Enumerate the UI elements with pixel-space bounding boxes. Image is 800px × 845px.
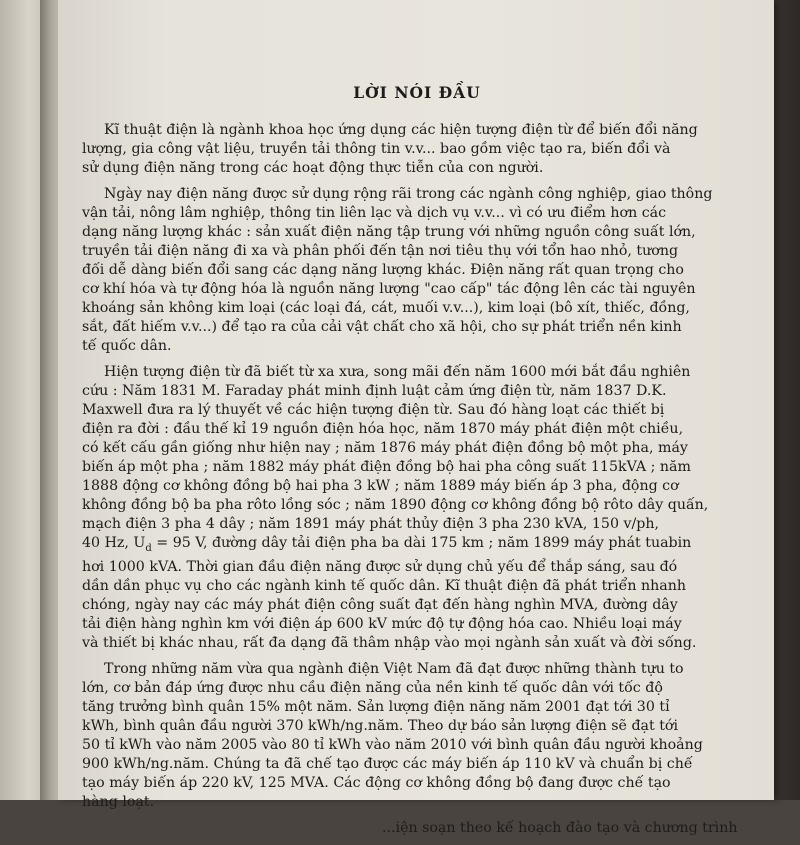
paragraph <box>82 819 752 838</box>
text-line: dần dần phục vụ cho các ngành kinh tế quốc dân. Kĩ thuật điện đã phát triển nhanh <box>82 577 686 594</box>
text-line: chóng, ngày nay các máy phát điện công suất đạt đến hàng nghìn MVA, đường dây <box>82 596 678 613</box>
paragraph <box>82 363 752 653</box>
text-line: hơi 1000 kVA. Thời gian đầu điện năng được sử dụng chủ yếu để thắp sáng, sau đó <box>82 558 678 575</box>
text-line: lớn, cơ bản đáp ứng được nhu cầu điện năng của nền kinh tế quốc dân với tốc độ <box>82 679 663 696</box>
text-line: 50 tỉ kWh vào năm 2005 vào 80 tỉ kWh vào năm 2010 với bình quân đầu người khoảng <box>82 736 703 753</box>
text-line: 40 Hz, $U_d = 95$ V, đường dây tải điện pha ba dài 175 km ; năm 1899 máy phát tuabin <box>82 535 692 554</box>
text-line: cứu : Năm 1831 M. Faraday phát minh định luật cảm ứng điện từ, năm 1837 D.K. <box>82 383 667 399</box>
text-line: truyền tải điện năng đi xa và phân phối đến tận nơi tiêu thụ với tổn hao nhỏ, tương <box>82 243 679 259</box>
text-line: Maxwell đưa ra lý thuyết về các hiện tượng điện từ. Sau đó hàng loạt các thiết bị <box>82 402 665 418</box>
subscript: d <box>145 542 152 554</box>
text-line: đối dễ dàng biến đổi sang các dạng năng lượng khác. Điện năng rất quan trọng cho <box>82 262 684 278</box>
text-line: kWh, bình quân đầu người 370 kWh/ng.năm. Theo dự báo sản lượng điện sẽ đạt tới <box>82 717 678 734</box>
text-line: hàng loạt. <box>82 793 155 810</box>
text-line: tế quốc dân. <box>82 338 172 354</box>
text-line: điện ra đời : đầu thế kỉ 19 nguồn điện hóa học, năm 1870 máy phát điện một chiều, <box>82 421 684 437</box>
text-line: có kết cấu gần giống như hiện nay ; năm 1876 máy phát điện đồng bộ một pha, máy <box>82 440 688 456</box>
book-page <box>58 0 774 836</box>
text-line: Hiện tượng điện từ đã biết từ xa xưa, song mãi đến năm 1600 mới bắt đầu nghiên <box>104 364 691 380</box>
page-title: LỜI NÓI ĐẦU <box>353 83 481 102</box>
text-line: khoáng sản không kim loại (các loại đá, cát, muối v.v...), kim loại (bô xít, thiếc, đồng, <box>82 300 690 316</box>
text-line: lượng, gia công vật liệu, truyền tải thông tin v.v... bao gồm việc tạo ra, biến đổi và <box>82 141 671 157</box>
paragraph <box>82 121 752 178</box>
text-line: sắt, đất hiếm v.v...) để tạo ra của cải vật chất cho xã hội, cho sự phát triển nền kinh <box>82 319 682 335</box>
paragraph <box>82 185 752 356</box>
text-line: dạng năng lượng khác : sản xuất điện năng tập trung với những nguồn công suất lớn, <box>82 224 696 240</box>
text-line: cơ khí hóa và tự động hóa là nguồn năng lượng "cao cấp" tác động lên các tài nguyên <box>82 281 696 297</box>
text-line: và thiết bị khác nhau, rất đa dạng đã thâm nhập vào mọi ngành sản xuất và đời sống. <box>82 634 697 651</box>
text-line: vận tải, nông lâm nghiệp, thông tin liên lạc và dịch vụ v.v... vì có ưu điểm hơn các <box>82 205 667 221</box>
page-content <box>82 0 752 845</box>
text-line: Kĩ thuật điện là ngành khoa học ứng dụng các hiện tượng điện từ để biến đổi năng <box>104 122 698 138</box>
text-line: tải điện hàng nghìn km với điện áp 600 kV mức độ tự động hóa cao. Nhiều loại máy <box>82 615 682 632</box>
text-line: không đồng bộ ba pha rôto lồng sóc ; năm 1890 động cơ không đồng bộ rôto dây quấn, <box>82 497 709 513</box>
text-line: Ngày nay điện năng được sử dụng rộng rãi trong các ngành công nghiệp, giao thông <box>104 186 713 202</box>
text-line: biến áp một pha ; năm 1882 máy phát điện đồng bộ hai pha công suất 115kVA ; năm <box>82 459 691 475</box>
text-line: Trong những năm vừa qua ngành điện Việt Nam đã đạt được những thành tựu to <box>104 660 684 677</box>
text-line: mạch điện 3 pha 4 dây ; năm 1891 máy phát thủy điện 3 pha 230 kVA, 150 v/ph, <box>82 516 660 532</box>
text-line: 900 kWh/ng.năm. Chúng ta đã chế tạo được các máy biến áp 110 kV và chuẩn bị chế <box>82 755 693 772</box>
text-line: ...iện soạn theo kế hoạch đào tạo và chương trình <box>382 819 738 836</box>
text-line: tăng trưởng bình quân 15% một năm. Sản lượng điện năng năm 2001 đạt tới 30 tỉ <box>82 698 670 715</box>
paragraph <box>82 660 752 812</box>
text-line: 1888 động cơ không đồng bộ hai pha 3 kW ; năm 1889 máy biến áp 3 pha, động cơ <box>82 478 679 494</box>
text-line: tạo máy biến áp 220 kV, 125 MVA. Các động cơ không đồng bộ đang được chế tạo <box>82 774 671 791</box>
text-line: sử dụng điện năng trong các hoạt động thực tiễn của con người. <box>82 160 544 176</box>
